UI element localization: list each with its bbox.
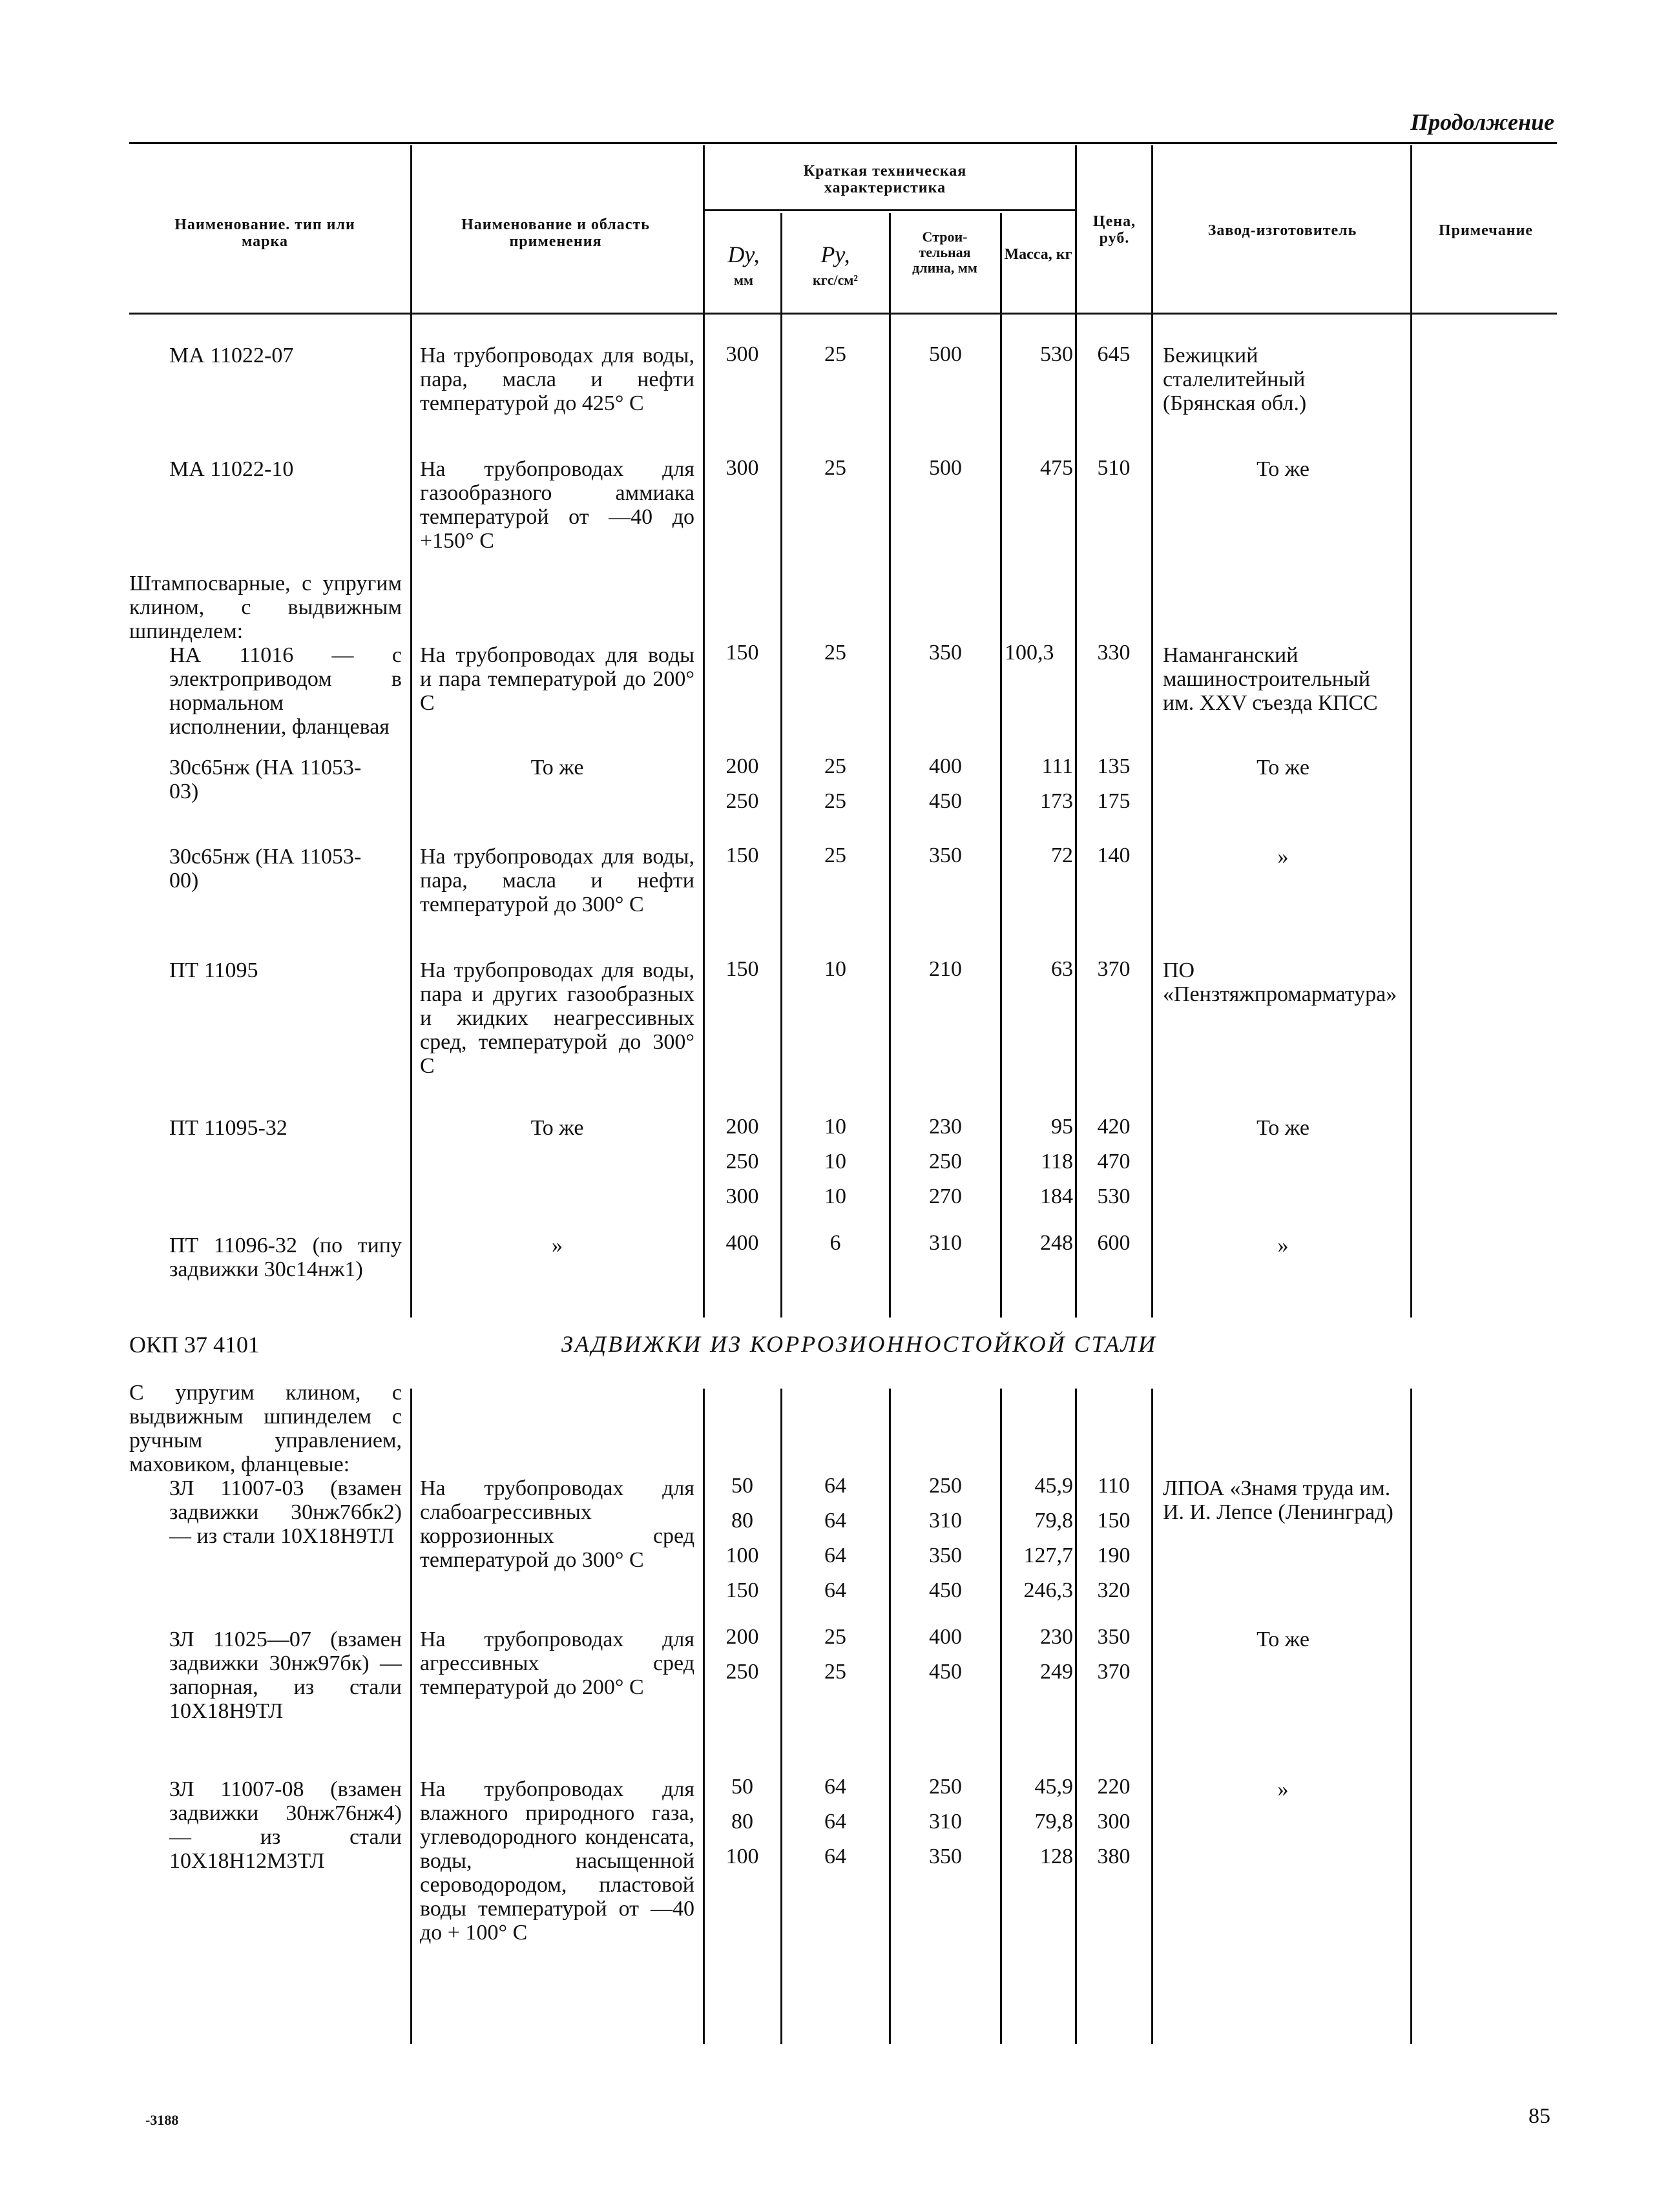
row-price: 420 [1097, 1115, 1131, 1139]
header-py-unit: кгс/см² [813, 272, 858, 288]
row-maker: » [1277, 845, 1289, 869]
row-mass: 249 [1040, 1660, 1073, 1684]
row-mass: 128 [1040, 1845, 1073, 1868]
row-area: На трубопроводах для влажного природного газа, углеводородного конденсата, воды, насыщенной сероводородом, пластовой воды температурой от —40 до + 100° С [420, 1777, 694, 1945]
row-price: 175 [1097, 789, 1131, 813]
row-py: 64 [824, 1578, 846, 1602]
row-price: 510 [1097, 456, 1131, 480]
row-dy: 250 [725, 1660, 759, 1684]
row-length: 250 [929, 1474, 962, 1498]
row-price: 220 [1097, 1775, 1131, 1799]
row-name: МА 11022-07 [169, 344, 294, 367]
row-name: ЗЛ 11025—07 (взамен задвижки 30нж97бк) — запорная, из стали 10Х18Н9ТЛ [169, 1628, 402, 1723]
row-mass: 63 [1051, 957, 1073, 981]
row-length: 350 [929, 1845, 962, 1868]
row-py: 64 [824, 1544, 846, 1567]
row-length: 310 [929, 1810, 962, 1834]
header-dy-unit: мм [734, 272, 753, 288]
row-py: 10 [824, 1115, 846, 1139]
header-maker: Завод-изготовитель [1207, 222, 1357, 239]
row-name: ПТ 11095-32 [169, 1116, 287, 1140]
row-name-intro: Штампосварные, с упругим клином, с выдвижным шпинделем: [129, 572, 402, 643]
footer-code: -3188 [145, 2112, 179, 2128]
row-py: 6 [829, 1231, 841, 1255]
row-dy: 150 [725, 957, 759, 981]
header-area: Наименование и область применения [461, 216, 650, 250]
row-py: 25 [824, 1625, 846, 1649]
row-dy: 250 [725, 1150, 759, 1173]
row-name-intro: С упругим клином, с выдвижным шпинделем с ручным управлением, маховиком, фланцевые: [129, 1381, 402, 1476]
header-length: Строи-тельная длина, мм [912, 229, 977, 276]
col-divider [1410, 145, 1412, 1318]
row-py: 64 [824, 1845, 846, 1868]
row-mass: 79,8 [1034, 1509, 1073, 1533]
row-price: 150 [1097, 1509, 1131, 1533]
row-price: 645 [1097, 342, 1131, 366]
row-price: 530 [1097, 1184, 1131, 1208]
row-name: 30с65нж (НА 11053-00) [169, 845, 362, 893]
header-name: Наименование. тип или марка [174, 216, 355, 250]
header-note: Примечание [1438, 222, 1534, 239]
row-dy: 150 [725, 1578, 759, 1602]
row-name: ЗЛ 11007-03 (взамен задвижки 30нж76бк2) — из стали 10Х18Н9ТЛ [169, 1476, 402, 1548]
row-py: 25 [824, 754, 846, 778]
row-length: 310 [929, 1509, 962, 1533]
row-mass: 184 [1040, 1184, 1073, 1208]
row-length: 250 [929, 1775, 962, 1799]
row-price: 350 [1097, 1625, 1131, 1649]
col-divider [410, 1389, 412, 2044]
row-py: 25 [824, 342, 846, 366]
col-divider [1075, 145, 1077, 1318]
col-divider [1151, 1389, 1153, 2044]
row-maker: ПО «Пензтяжпромарматура» [1163, 958, 1397, 1006]
row-dy: 400 [725, 1231, 759, 1255]
header-tech: Краткая техническая характеристика [803, 163, 967, 196]
row-price: 600 [1097, 1231, 1131, 1255]
row-dy: 300 [725, 1184, 759, 1208]
row-mass: 79,8 [1034, 1810, 1073, 1834]
row-price: 190 [1097, 1544, 1131, 1567]
row-maker: Бежицкий сталелитейный (Брянская обл.) [1163, 344, 1307, 415]
row-length: 450 [929, 1578, 962, 1602]
row-mass: 45,9 [1034, 1474, 1073, 1498]
row-length: 450 [929, 1660, 962, 1684]
row-length: 350 [929, 1544, 962, 1567]
row-maker: ЛПОА «Знамя труда им. И. И. Лепсе (Ленинград) [1163, 1476, 1393, 1524]
row-dy: 50 [731, 1775, 753, 1799]
row-area: На трубопроводах для агрессивных сред температурой до 200° С [420, 1628, 694, 1699]
row-length: 210 [929, 957, 962, 981]
row-name: ПТ 11096-32 (по типу задвижки 30с14нж1) [169, 1234, 402, 1281]
row-py: 64 [824, 1474, 846, 1498]
row-dy: 80 [731, 1810, 753, 1834]
row-maker: » [1277, 1234, 1289, 1257]
col-divider [1410, 1389, 1412, 2044]
row-length: 500 [929, 456, 962, 480]
row-price: 370 [1097, 1660, 1131, 1684]
row-name: ПТ 11095 [169, 958, 258, 982]
row-area: На трубопроводах для газообразного аммиака температурой от —40 до +150° С [420, 457, 694, 553]
row-maker: Наманганский машиностроительный им. XXV съезда КПСС [1163, 643, 1378, 715]
row-price: 330 [1097, 641, 1131, 665]
header-bottom-rule [129, 313, 1557, 315]
col-divider [1000, 1389, 1002, 2044]
header-dy-symbol: Dу, [727, 242, 760, 267]
row-mass: 230 [1040, 1625, 1073, 1649]
row-price: 470 [1097, 1150, 1131, 1173]
col-divider [703, 145, 705, 1318]
row-price: 370 [1097, 957, 1131, 981]
row-dy: 300 [725, 456, 759, 480]
row-price: 140 [1097, 843, 1131, 867]
row-area: На трубопроводах для слабоагрессивных коррозионных сред температурой до 300° С [420, 1476, 694, 1572]
page-number: 85 [1528, 2104, 1550, 2128]
row-mass: 475 [1040, 456, 1073, 480]
row-price: 135 [1097, 754, 1131, 778]
row-area: На трубопроводах для воды и пара температурой до 200° С [420, 643, 694, 715]
row-py: 64 [824, 1509, 846, 1533]
row-price: 300 [1097, 1810, 1131, 1834]
tech-group-rule [703, 209, 1076, 211]
row-py: 10 [824, 1184, 846, 1208]
row-length: 350 [929, 641, 962, 665]
row-price: 380 [1097, 1845, 1131, 1868]
row-mass: 111 [1041, 754, 1073, 778]
row-name: ЗЛ 11007-08 (взамен задвижки 30нж76нж4) — из стали 10Х18Н12М3ТЛ [169, 1777, 402, 1873]
row-area: То же [530, 756, 584, 780]
row-mass: 530 [1040, 342, 1073, 366]
row-length: 400 [929, 1625, 962, 1649]
row-area: То же [530, 1116, 584, 1140]
row-area: На трубопроводах для воды, пара и других газообразных и жидких неагрессивных сред, температурой до 300° С [420, 958, 694, 1078]
row-py: 25 [824, 843, 846, 867]
row-dy: 150 [725, 843, 759, 867]
row-length: 250 [929, 1150, 962, 1173]
col-divider [780, 213, 782, 1318]
table-top-rule [129, 142, 1557, 144]
row-dy: 50 [731, 1474, 753, 1498]
row-area: » [552, 1234, 563, 1257]
row-py: 25 [824, 1660, 846, 1684]
row-price: 110 [1098, 1474, 1130, 1498]
row-name: НА 11016 — с электроприводом в нормальном исполнении, фланцевая [169, 643, 402, 739]
row-dy: 150 [725, 641, 759, 665]
row-mass: 118 [1041, 1150, 1073, 1173]
row-area: На трубопроводах для воды, пара, масла и нефти температурой до 300° С [420, 845, 694, 916]
continuation-label: Продолжение [1410, 109, 1554, 135]
row-py: 10 [824, 957, 846, 981]
header-mass: Масса, кг [1004, 246, 1072, 263]
row-dy: 250 [725, 789, 759, 813]
row-dy: 100 [725, 1544, 759, 1567]
row-mass: 127,7 [1023, 1544, 1073, 1567]
row-dy: 100 [725, 1845, 759, 1868]
row-dy: 200 [725, 754, 759, 778]
row-mass: 248 [1040, 1231, 1073, 1255]
row-mass: 173 [1040, 789, 1073, 813]
row-length: 350 [929, 843, 962, 867]
row-mass: 100,3 [1005, 641, 1054, 665]
row-py: 25 [824, 641, 846, 665]
section-title: ЗАДВИЖКИ ИЗ КОРРОЗИОННОСТОЙКОЙ СТАЛИ [561, 1331, 1158, 1357]
row-area: На трубопроводах для воды, пара, масла и нефти температурой до 425° С [420, 344, 694, 415]
row-py: 25 [824, 456, 846, 480]
row-maker: То же [1257, 1628, 1309, 1651]
row-price: 320 [1097, 1578, 1131, 1602]
row-length: 500 [929, 342, 962, 366]
col-divider [1000, 213, 1002, 1318]
okp-code: ОКП 37 4101 [129, 1332, 260, 1358]
col-divider [780, 1389, 782, 2044]
header-price: Цена, руб. [1092, 213, 1136, 247]
row-name: 30с65нж (НА 11053-03) [169, 756, 362, 803]
row-maker: » [1277, 1777, 1289, 1801]
row-py: 64 [824, 1810, 846, 1834]
row-dy: 80 [731, 1509, 753, 1533]
row-mass: 246,3 [1023, 1578, 1073, 1602]
col-divider [410, 145, 412, 1318]
header-py-symbol: Pу, [820, 242, 850, 267]
row-py: 25 [824, 789, 846, 813]
row-mass: 95 [1051, 1115, 1073, 1139]
col-divider [1151, 145, 1153, 1318]
col-divider [889, 1389, 891, 2044]
row-dy: 200 [725, 1625, 759, 1649]
row-name: МА 11022-10 [169, 457, 294, 481]
row-maker: То же [1257, 457, 1309, 481]
row-py: 64 [824, 1775, 846, 1799]
row-length: 400 [929, 754, 962, 778]
row-dy: 200 [725, 1115, 759, 1139]
row-length: 230 [929, 1115, 962, 1139]
col-divider [1075, 1389, 1077, 2044]
row-length: 450 [929, 789, 962, 813]
row-maker: То же [1257, 756, 1309, 780]
row-length: 270 [929, 1184, 962, 1208]
row-length: 310 [929, 1231, 962, 1255]
row-mass: 72 [1051, 843, 1073, 867]
row-dy: 300 [725, 342, 759, 366]
row-py: 10 [824, 1150, 846, 1173]
row-mass: 45,9 [1034, 1775, 1073, 1799]
col-divider [703, 1389, 705, 2044]
col-divider [889, 213, 891, 1318]
row-maker: То же [1257, 1116, 1309, 1140]
